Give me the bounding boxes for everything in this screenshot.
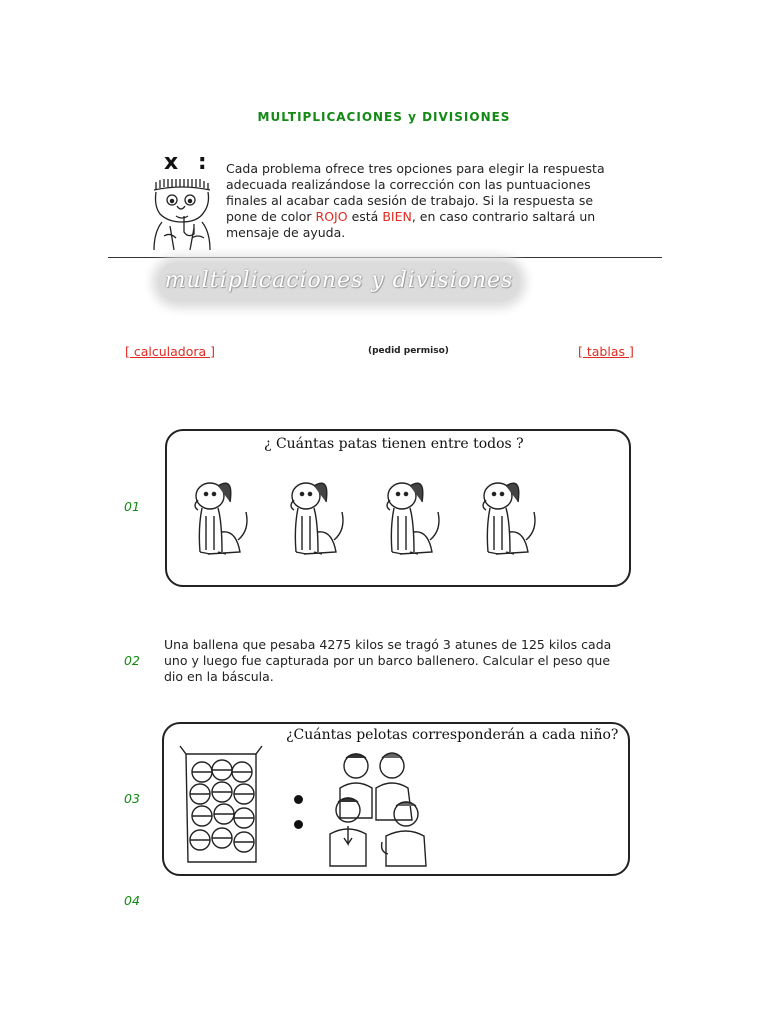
tables-link[interactable]: [ tablas ] [578, 344, 634, 359]
permission-note: (pedid permiso) [368, 346, 449, 356]
horizontal-divider [108, 257, 662, 258]
problem-01-caption: ¿ Cuántas patas tienen entre todos ? [264, 436, 524, 452]
ball-net-illustration [176, 742, 266, 866]
problem-number: 04 [124, 893, 140, 908]
dogs-illustration [188, 472, 568, 564]
problem-03-caption: ¿Cuántas pelotas corresponderán a cada niño? [286, 727, 619, 743]
division-dot [294, 795, 303, 804]
intro-text-2: está [347, 209, 383, 224]
highlight-red-word: ROJO [315, 209, 348, 224]
highlight-good-word: BIEN [382, 209, 412, 224]
problem-number: 01 [124, 499, 140, 514]
intro-text-3: , en caso contrario saltará un mensaje de ayuda. [226, 209, 596, 240]
problem-number: 03 [124, 791, 140, 806]
division-dot [294, 820, 303, 829]
problem-number: 02 [124, 653, 140, 668]
calculator-link[interactable]: [ calculadora ] [125, 344, 216, 359]
page-title: MULTIPLICACIONES y DIVISIONES [257, 110, 511, 124]
problem-02-text: Una ballena que pesaba 4275 kilos se tragó 3 atunes de 125 kilos cada uno y luego fue capturada por un barco ballenero. Calcular el peso que dio en la báscula. [164, 637, 612, 684]
intro-paragraph [226, 161, 626, 241]
operation-symbol: x : [164, 150, 213, 175]
section-banner: multiplicaciones y divisiones [164, 268, 514, 293]
intro-text-1: Cada problema ofrece tres opciones para elegir la respuesta adecuada realizándose la corrección con las puntuaciones finales al acabar cada sesión de trabajo. Si la respuesta se pone de color [226, 161, 605, 224]
thinking-boy-illustration [150, 176, 214, 252]
children-illustration [326, 748, 446, 868]
